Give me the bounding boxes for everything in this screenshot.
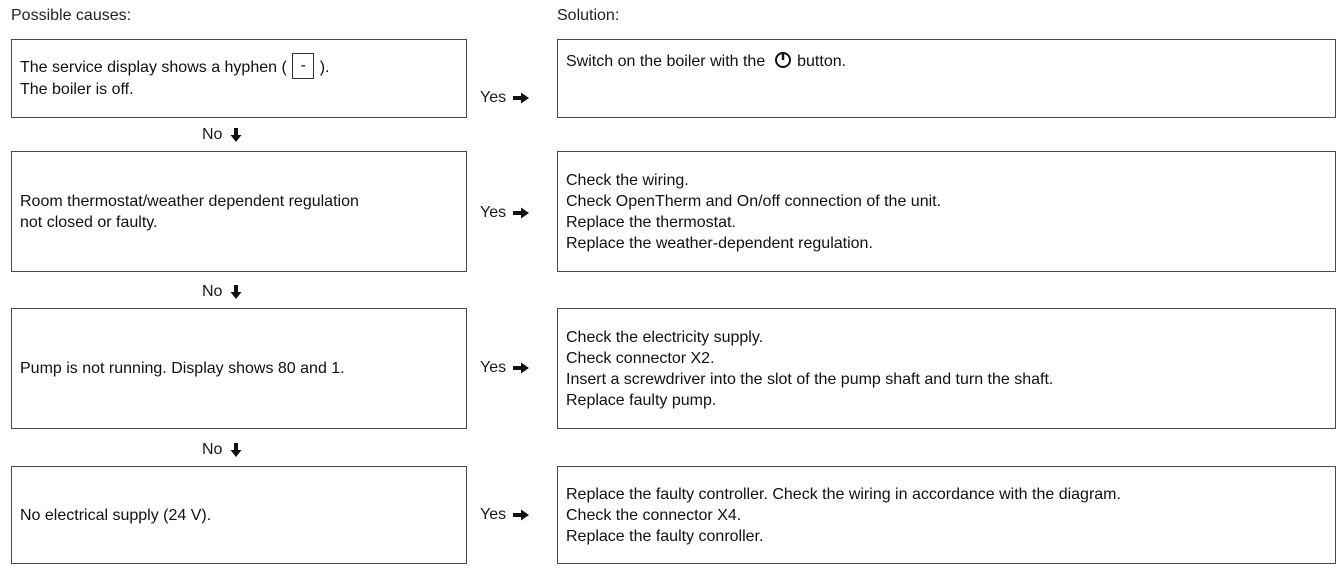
solution-3-line-1: Check the electricity supply.	[566, 328, 764, 346]
solution-box-4	[557, 466, 1336, 564]
arrow-down-icon	[230, 284, 242, 300]
solution-3-line-3: Insert a screwdriver into the slot of the pump shaft and turn the shaft.	[566, 370, 1054, 388]
cause-box-1	[11, 39, 467, 118]
solution-header: Solution:	[557, 7, 620, 24]
solution-4-line-1: Replace the faulty controller. Check the wiring in accordance with the diagram.	[566, 485, 1121, 503]
cause-1-line-2: The boiler is off.	[20, 81, 134, 98]
arrow-right-icon	[512, 509, 530, 521]
no-connector-1	[202, 125, 242, 145]
cause-2-line-2: not closed or faulty.	[20, 213, 158, 231]
arrow-down-icon	[230, 442, 242, 458]
solution-4-line-3: Replace the faulty conroller.	[566, 527, 764, 545]
no-label: No	[202, 126, 223, 143]
hyphen-key: -	[292, 53, 314, 79]
yes-connector-4	[480, 505, 550, 525]
yes-label: Yes	[480, 89, 507, 106]
yes-connector-2	[480, 203, 550, 223]
solution-2-line-4: Replace the weather-dependent regulation.	[566, 234, 873, 252]
no-label: No	[202, 441, 223, 458]
solution-box-1	[557, 39, 1336, 118]
power-button-icon	[773, 51, 793, 69]
solution-1-line-1: Switch on the boiler with the button.	[566, 53, 847, 70]
arrow-right-icon	[512, 362, 530, 374]
solution-4-line-2: Check the connector X4.	[566, 506, 742, 524]
solution-3-line-2: Check connector X2.	[566, 349, 715, 367]
yes-label: Yes	[480, 204, 507, 221]
solution-box-3	[557, 308, 1336, 429]
yes-label: Yes	[480, 506, 507, 523]
cause-box-3	[11, 308, 467, 429]
no-label: No	[202, 283, 223, 300]
arrow-right-icon	[512, 207, 530, 219]
arrow-down-icon	[230, 127, 242, 143]
yes-connector-3	[480, 358, 550, 378]
solution-box-2	[557, 151, 1336, 272]
no-connector-3	[202, 440, 242, 460]
solution-2-line-3: Replace the thermostat.	[566, 213, 736, 231]
cause-box-2	[11, 151, 467, 272]
cause-4-line-1: No electrical supply (24 V).	[20, 506, 212, 524]
solution-3-line-4: Replace faulty pump.	[566, 391, 717, 409]
yes-connector-1	[480, 88, 550, 108]
no-connector-2	[202, 282, 242, 302]
causes-header: Possible causes:	[11, 7, 132, 24]
arrow-right-icon	[512, 92, 530, 104]
cause-2-line-1: Room thermostat/weather dependent regulation	[20, 192, 359, 210]
cause-3-line-1: Pump is not running. Display shows 80 and 1.	[20, 360, 345, 377]
solution-2-line-1: Check the wiring.	[566, 171, 689, 189]
yes-label: Yes	[480, 359, 507, 376]
cause-box-4	[11, 466, 467, 564]
cause-1-line-1: The service display shows a hyphen ( - ).	[20, 57, 460, 79]
solution-2-line-2: Check OpenTherm and On/off connection of the unit.	[566, 192, 942, 210]
